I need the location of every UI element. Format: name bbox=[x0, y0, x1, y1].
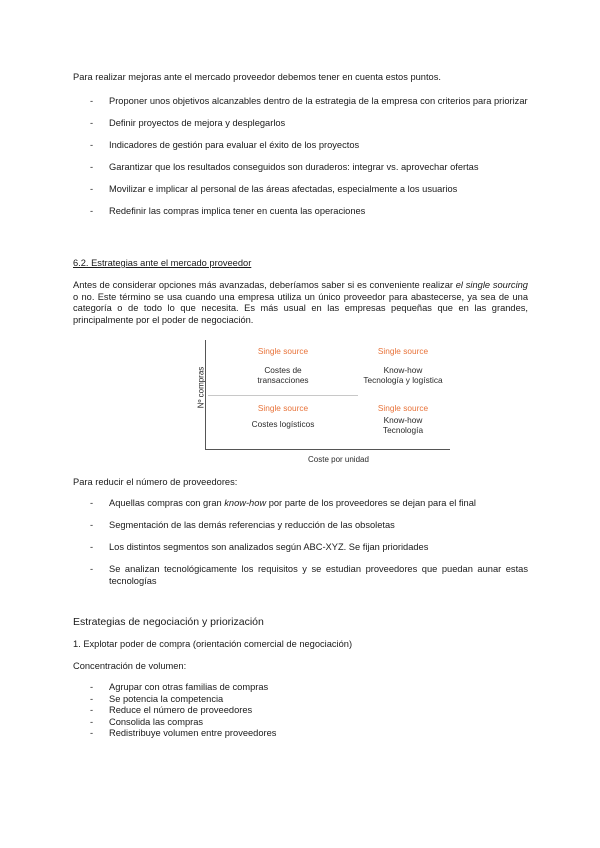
list-item: - Aquellas compras con gran know-how por parte de los proveedores se dejan para el final bbox=[90, 498, 476, 508]
concentration-heading: Concentración de volumen: bbox=[73, 661, 187, 671]
x-axis bbox=[205, 449, 450, 450]
section-heading: 6.2. Estrategias ante el mercado proveedor bbox=[73, 258, 252, 268]
quadrant-top-right: Single source Know-how Tecnología y logística bbox=[363, 346, 443, 385]
list-item: - Segmentación de las demás referencias y reducción de las obsoletas bbox=[90, 520, 395, 530]
list-item: - Redistribuye volumen entre proveedores bbox=[90, 728, 277, 738]
list-item: - Proponer unos objetivos alcanzables dentro de la estrategia de la empresa con criterios para priorizar bbox=[90, 96, 528, 106]
single-sourcing-term: el single sourcing bbox=[455, 280, 528, 290]
reduce-suppliers-intro: Para reducir el número de proveedores: bbox=[73, 477, 238, 487]
negotiation-heading: Estrategias de negociación y priorización bbox=[73, 616, 264, 628]
list-item: - Se potencia la competencia bbox=[90, 693, 224, 704]
list-item: - Definir proyectos de mejora y desplegarlos bbox=[90, 118, 286, 128]
exploit-heading: 1. Explotar poder de compra (orientación comercial de negociación) bbox=[73, 639, 353, 649]
list-item: - Se analizan tecnológicamente los requisitos y se estudian proveedores que puedan aunar estas tecnologías bbox=[90, 564, 528, 586]
list-item: - Indicadores de gestión para evaluar el éxito de los proyectos bbox=[90, 140, 360, 150]
improvement-list bbox=[73, 96, 528, 228]
y-axis-label: Nº compras bbox=[196, 366, 206, 409]
single-sourcing-paragraph: Antes de considerar opciones más avanzadas, deberíamos saber si es conveniente realizar el single sourcing o no. Este término se usa cuando una empresa utiliza un único proveedor para abastecerse, ya sea de una categoría o de todo lo que necesita. Es más usual en las empresas pequeñas que en las grandes, principalmente por el poder de negociación. bbox=[73, 280, 528, 325]
list-item: - Agrupar con otras familias de compras bbox=[90, 682, 269, 692]
list-item: - Los distintos segmentos son analizados según ABC-XYZ. Se fijan prioridades bbox=[90, 542, 429, 552]
quadrant-top-left: Single source Costes de transacciones bbox=[257, 346, 309, 385]
single-source-matrix bbox=[190, 338, 450, 468]
quadrant-bottom-right: Single source Know-how Tecnología bbox=[377, 403, 429, 435]
list-item: - Reduce el número de proveedores bbox=[90, 705, 253, 715]
concentration-list bbox=[73, 682, 528, 740]
list-item: - Consolida las compras bbox=[90, 716, 204, 727]
list-item: - Movilizar e implicar al personal de las áreas afectadas, especialmente a los usuarios bbox=[90, 184, 458, 194]
intro-paragraph: Para realizar mejoras ante el mercado proveedor debemos tener en cuenta estos puntos. bbox=[73, 72, 441, 82]
x-axis-label: Coste por unidad bbox=[308, 455, 369, 464]
list-item: - Redefinir las compras implica tener en cuenta las operaciones bbox=[90, 206, 366, 216]
quadrant-bottom-left: Single source Costes logísticos bbox=[251, 403, 315, 429]
matrix-divider bbox=[208, 395, 358, 396]
reduce-suppliers-list bbox=[73, 498, 528, 598]
list-item: - Garantizar que los resultados conseguidos son duraderos: integrar vs. aprovechar ofertas bbox=[90, 162, 479, 172]
